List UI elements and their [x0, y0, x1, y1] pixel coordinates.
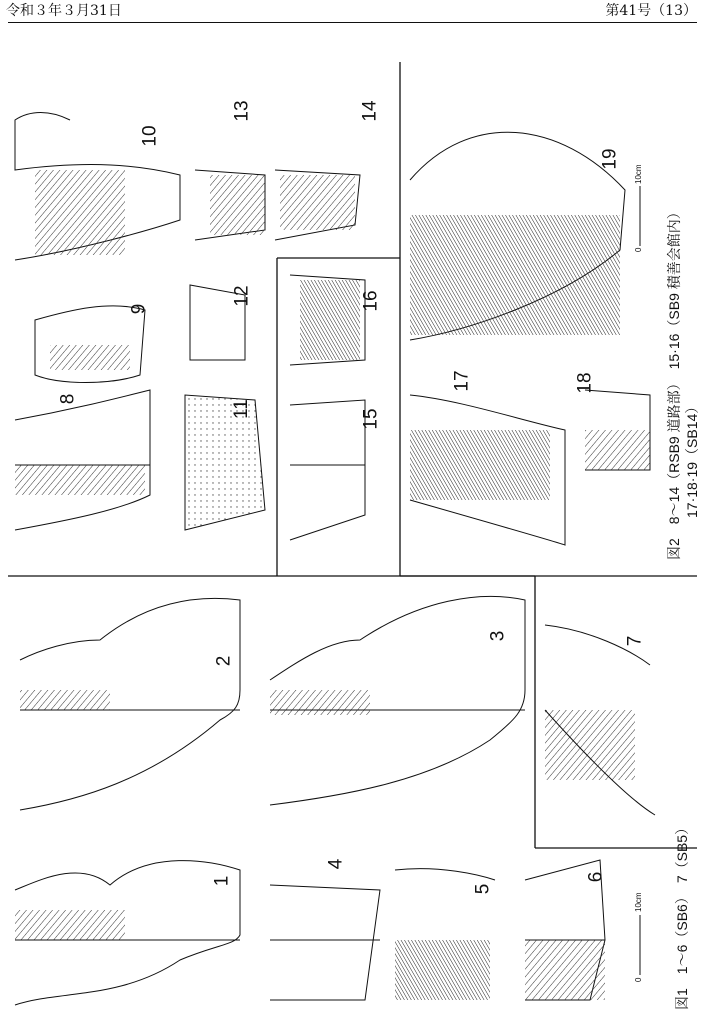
fig2-caption-line2: 17·18·19（SB14） — [684, 399, 700, 518]
fig2-caption-line1: 図2 8～14（RSB9 道路部） 15·16（SB9 積善会館内） — [666, 205, 682, 560]
fig2-label-8: 8 — [57, 393, 79, 405]
fig2-label-9: 9 — [128, 303, 150, 315]
fig1-label-2: 2 — [213, 655, 235, 667]
fig2-scale-ten: 10cm — [634, 164, 643, 184]
fig2-scale-zero: 0 — [634, 247, 643, 252]
fig2-label-14: 14 — [359, 100, 381, 122]
fig2-label-13: 13 — [231, 100, 253, 122]
fig1-label-5: 5 — [472, 883, 494, 895]
header-date: 令和３年３月31日 — [6, 3, 122, 19]
fig1-label-7: 7 — [624, 635, 646, 647]
fig1-scale-ten: 10cm — [634, 892, 643, 912]
fig1-scale-zero: 0 — [634, 977, 643, 982]
fig2-label-12: 12 — [231, 285, 253, 307]
fig2-label-16: 16 — [360, 290, 382, 312]
fig2-label-19: 19 — [599, 148, 621, 170]
fig2-label-18: 18 — [574, 372, 596, 394]
fig1-label-3: 3 — [487, 630, 509, 642]
fig2-label-15: 15 — [360, 408, 382, 430]
fig1-label-6: 6 — [585, 871, 607, 883]
fig1-label-4: 4 — [325, 858, 347, 870]
fig2-label-17: 17 — [451, 370, 473, 392]
fig1-label-1: 1 — [211, 875, 233, 887]
fig1-caption: 図1 1～6（SB6） 7（SB5） — [674, 820, 690, 1010]
fig2-label-10: 10 — [139, 125, 161, 147]
header-issue: 第41号（13） — [605, 3, 697, 19]
fig2-label-11: 11 — [230, 399, 252, 419]
